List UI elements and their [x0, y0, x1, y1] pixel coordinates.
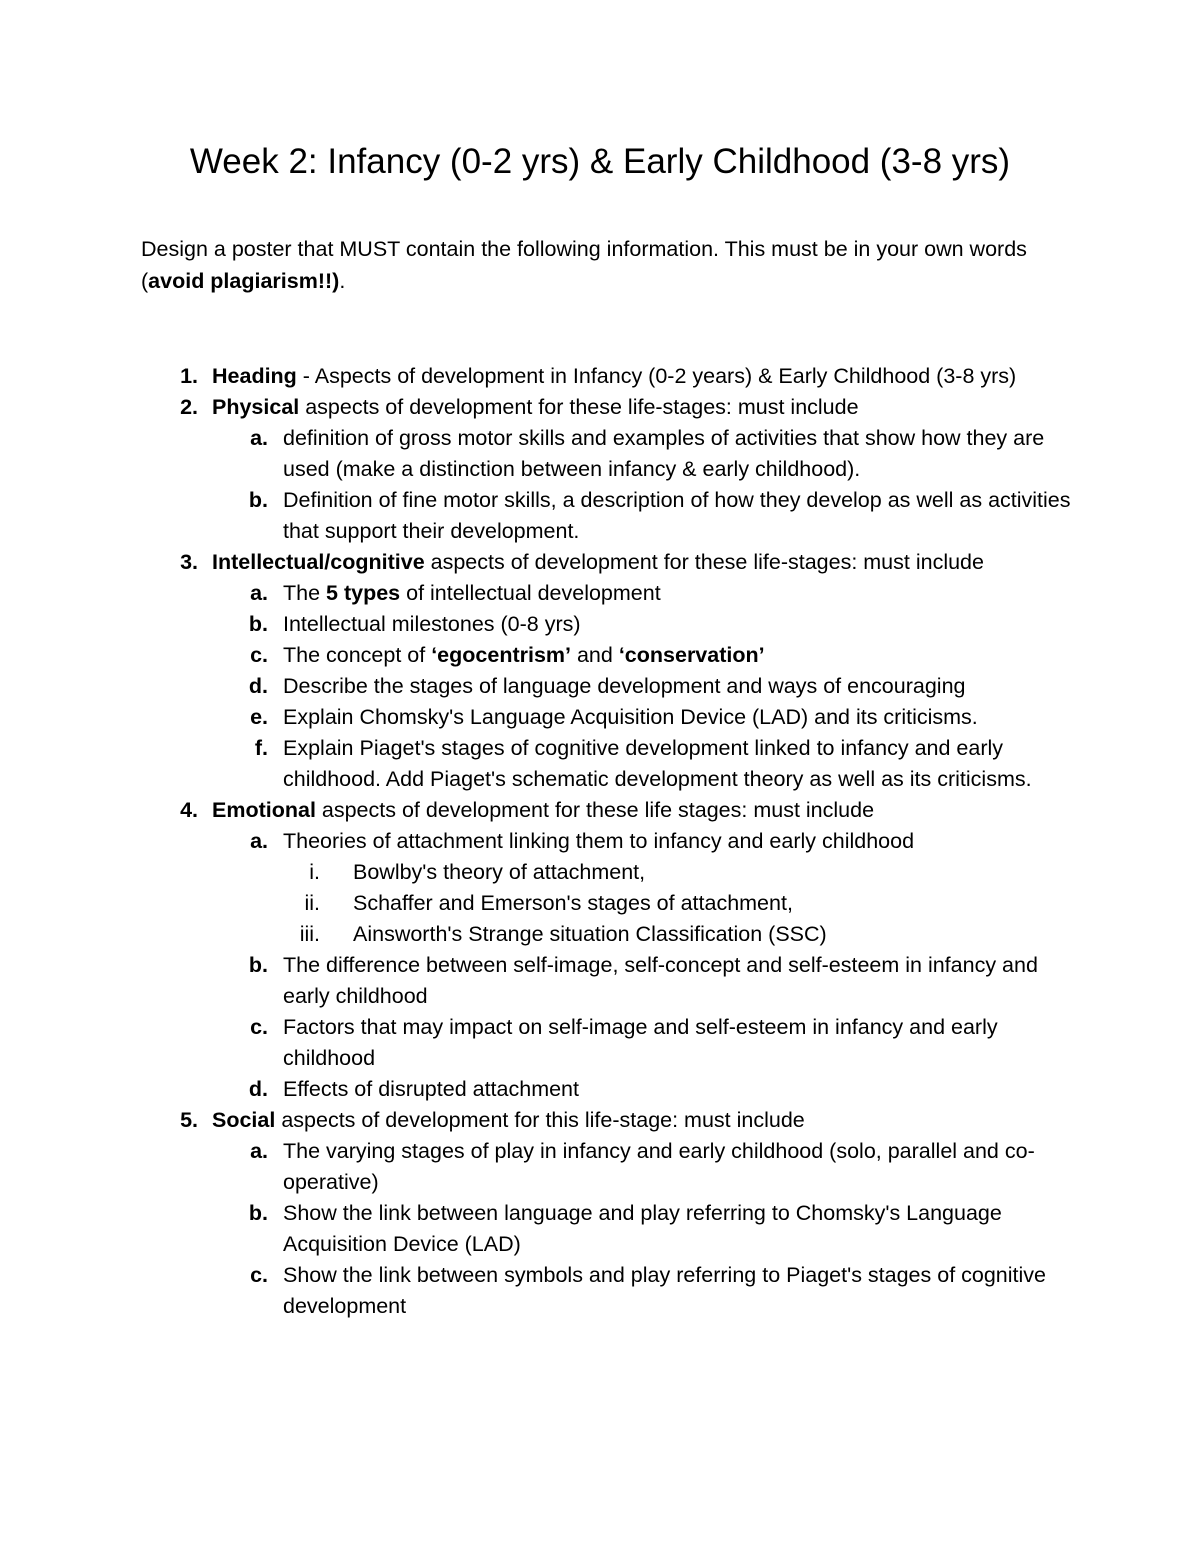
list-item-emotional [0, 795, 1200, 826]
item-bold: Intellectual/cognitive [212, 550, 425, 574]
sub-item-text: Effects of disrupted attachment [283, 1077, 579, 1101]
item-bold: Social [212, 1108, 276, 1132]
sub-item [0, 1260, 1200, 1322]
sub-item-bold: 5 types [326, 581, 401, 605]
sub-item [0, 640, 1200, 671]
sub-item [0, 609, 1200, 640]
sub-item-text: Factors that may impact on self-image and self-esteem in infancy and early childhood [283, 1015, 998, 1070]
intro-emphasis: avoid plagiarism!!) [148, 269, 340, 293]
roman-item [0, 919, 1200, 950]
sub-item-text: The difference between self-image, self-concept and self-esteem in infancy and early childhood [283, 953, 1038, 1008]
sub-item-text: Theories of attachment linking them to infancy and early childhood [283, 829, 915, 853]
sub-item [0, 950, 1200, 1012]
requirements-list [0, 361, 1200, 1322]
sub-letter: a. [250, 829, 268, 853]
sub-item-text: The [283, 581, 327, 605]
sub-item-text: Definition of fine motor skills, a description of how they develop as well as activities that support their development. [283, 488, 1071, 543]
sub-item [0, 485, 1200, 547]
sub-item-text: and [571, 643, 619, 667]
intro-paragraph [141, 233, 1071, 297]
list-item-physical [0, 392, 1200, 423]
sub-letter: c. [250, 643, 268, 667]
item-bold: Physical [212, 395, 300, 419]
roman-numeral: ii. [304, 891, 320, 915]
item-text: - Aspects of development in Infancy (0-2 years) & Early Childhood (3-8 yrs) [296, 364, 1017, 388]
sub-item-text: Intellectual milestones (0-8 yrs) [283, 612, 581, 636]
sub-item [0, 1012, 1200, 1074]
item-text: aspects of development for this life-stage: must include [275, 1108, 805, 1132]
sub-letter: a. [250, 426, 268, 450]
sub-item [0, 1198, 1200, 1260]
sub-letter: d. [248, 674, 268, 698]
sub-item [0, 1136, 1200, 1198]
list-item-heading [0, 361, 1200, 392]
sub-item-bold: ‘egocentrism’ [431, 643, 571, 667]
sub-letter: a. [250, 581, 268, 605]
item-text: aspects of development for these life stages: must include [315, 798, 875, 822]
page-title: Week 2: Infancy (0-2 yrs) & Early Childhood (3-8 yrs) [189, 142, 1011, 181]
intro-text: Design a poster that MUST contain the following information. This must be in your own words ( [141, 237, 1027, 293]
roman-item [0, 857, 1200, 888]
sub-letter: e. [250, 705, 268, 729]
sub-item-text: of intellectual development [400, 581, 661, 605]
sub-item-text: definition of gross motor skills and examples of activities that show how they are used (make a distinction between infancy & early childhood). [283, 426, 1045, 481]
sub-item [0, 671, 1200, 702]
roman-item-text: Ainsworth's Strange situation Classification (SSC) [353, 922, 827, 946]
item-text: aspects of development for these life-stages: must include [424, 550, 984, 574]
list-number: 5. [180, 1108, 198, 1132]
sub-item [0, 702, 1200, 733]
item-text: aspects of development for these life-stages: must include [299, 395, 859, 419]
sub-letter: c. [250, 1015, 268, 1039]
sub-letter: b. [248, 953, 268, 977]
intro-text-end: . [339, 269, 346, 293]
sub-letter: b. [248, 1201, 268, 1225]
sub-item-text: Explain Piaget's stages of cognitive development linked to infancy and early childhood. Add Piaget's schematic development theory as well as its criticisms. [283, 736, 1032, 791]
roman-item [0, 888, 1200, 919]
roman-item-text: Schaffer and Emerson's stages of attachment, [353, 891, 793, 915]
sub-item-bold: ‘conservation’ [618, 643, 765, 667]
list-number: 3. [180, 550, 198, 574]
list-item-social [0, 1105, 1200, 1136]
sub-letter: b. [248, 488, 268, 512]
sub-item-text: The concept of [283, 643, 432, 667]
sub-item-text: The varying stages of play in infancy and early childhood (solo, parallel and co-operative) [283, 1139, 1035, 1194]
roman-item-text: Bowlby's theory of attachment, [353, 860, 646, 884]
sub-item [0, 1074, 1200, 1105]
sub-item [0, 578, 1200, 609]
sub-letter: d. [248, 1077, 268, 1101]
roman-numeral: iii. [299, 922, 320, 946]
sub-letter: f. [254, 736, 268, 760]
roman-numeral: i. [309, 860, 320, 884]
item-bold: Heading [212, 364, 297, 388]
sub-letter: c. [250, 1263, 268, 1287]
sub-item-text: Show the link between language and play referring to Chomsky's Language Acquisition Device (LAD) [283, 1201, 1002, 1256]
sub-item [0, 826, 1200, 857]
item-bold: Emotional [212, 798, 316, 822]
sub-item-text: Show the link between symbols and play referring to Piaget's stages of cognitive development [283, 1263, 1046, 1318]
list-item-intellectual [0, 547, 1200, 578]
list-number: 4. [180, 798, 198, 822]
sub-item-text: Describe the stages of language development and ways of encouraging [283, 674, 966, 698]
list-number: 2. [180, 395, 198, 419]
sub-letter: b. [248, 612, 268, 636]
sub-letter: a. [250, 1139, 268, 1163]
sub-item [0, 423, 1200, 485]
sub-item [0, 733, 1200, 795]
sub-item-text: Explain Chomsky's Language Acquisition Device (LAD) and its criticisms. [283, 705, 978, 729]
list-number: 1. [180, 364, 198, 388]
